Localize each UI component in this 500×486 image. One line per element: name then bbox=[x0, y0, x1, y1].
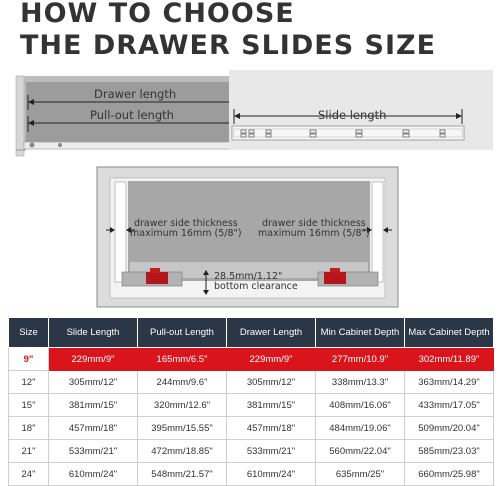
column-header: Slide Length bbox=[49, 318, 138, 348]
table-cell: 585mm/23.03" bbox=[405, 440, 494, 463]
right-side-thickness-label bbox=[258, 219, 370, 239]
table-cell: 560mm/22.04" bbox=[316, 440, 405, 463]
left-side-wall bbox=[115, 182, 126, 282]
left-side-thickness-label bbox=[130, 219, 242, 239]
size-table bbox=[8, 317, 494, 486]
pullout-length-label: Pull-out length bbox=[90, 108, 174, 122]
drawer-front bbox=[16, 76, 24, 156]
left-side-line-1: drawer side thickness bbox=[133, 218, 238, 229]
table-cell: 381mm/15" bbox=[49, 394, 138, 417]
table-cell: 363mm/14.29" bbox=[405, 371, 494, 394]
column-header: Drawer Length bbox=[227, 318, 316, 348]
table-cell: 165mm/6.5" bbox=[138, 348, 227, 371]
table-cell: 302mm/11.89" bbox=[405, 348, 494, 371]
table-cell: 533mm/21" bbox=[227, 440, 316, 463]
table-cell: 610mm/24" bbox=[49, 463, 138, 486]
table-row bbox=[9, 348, 494, 371]
table-cell: 21" bbox=[9, 440, 49, 463]
right-side-wall bbox=[372, 182, 383, 282]
table-cell: 15" bbox=[9, 394, 49, 417]
table-cell: 457mm/18" bbox=[227, 417, 316, 440]
left-side-line-2: maximum 16mm (5/8") bbox=[130, 228, 242, 239]
table-row bbox=[9, 463, 494, 486]
table-cell: 457mm/18" bbox=[49, 417, 138, 440]
clearance-line-1: 28.5mm/1.12" bbox=[214, 271, 283, 282]
table-cell: 305mm/12" bbox=[49, 371, 138, 394]
table-cell: 305mm/12" bbox=[227, 371, 316, 394]
table-cell: 660mm/25.98" bbox=[405, 463, 494, 486]
column-header: Size bbox=[9, 318, 49, 348]
table-cell: 408mm/16.06" bbox=[316, 394, 405, 417]
table-cell: 9" bbox=[9, 348, 49, 371]
table-row bbox=[9, 440, 494, 463]
table-cell: 18" bbox=[9, 417, 49, 440]
table-cell: 381mm/15" bbox=[227, 394, 316, 417]
table-row bbox=[9, 394, 494, 417]
table-cell: 548mm/21.57" bbox=[138, 463, 227, 486]
table-cell: 395mm/15.55" bbox=[138, 417, 227, 440]
bottom-clearance-label bbox=[214, 272, 298, 292]
table-cell: 533mm/21" bbox=[49, 440, 138, 463]
clearance-line-2: bottom clearance bbox=[214, 281, 298, 292]
table-cell: 320mm/12.6" bbox=[138, 394, 227, 417]
table-header-row bbox=[9, 318, 494, 348]
table-cell: 12" bbox=[9, 371, 49, 394]
table-cell: 472mm/18.85" bbox=[138, 440, 227, 463]
column-header: Min Cabinet Depth bbox=[316, 318, 405, 348]
table-cell: 433mm/17.05" bbox=[405, 394, 494, 417]
table-cell: 338mm/13.3" bbox=[316, 371, 405, 394]
table-cell: 229mm/9" bbox=[49, 348, 138, 371]
table-cell: 610mm/24" bbox=[227, 463, 316, 486]
headline-line-2: THE DRAWER SLIDES SIZE bbox=[20, 30, 437, 61]
drawer-rail bbox=[24, 142, 238, 149]
table-cell: 484mm/19.06" bbox=[316, 417, 405, 440]
column-header: Max Cabinet Depth bbox=[405, 318, 494, 348]
drawer-length-label: Drawer length bbox=[94, 87, 177, 101]
slide-length-label: Slide length bbox=[318, 108, 387, 122]
headline-line-1: HOW TO CHOOSE bbox=[20, 0, 295, 29]
right-side-line-1: drawer side thickness bbox=[261, 218, 366, 229]
table-cell: 635mm/25" bbox=[316, 463, 405, 486]
column-header: Pull-out Length bbox=[138, 318, 227, 348]
table-row bbox=[9, 417, 494, 440]
right-side-line-2: maximum 16mm (5/8") bbox=[258, 228, 370, 239]
table-cell: 277mm/10.9" bbox=[316, 348, 405, 371]
table-cell: 229mm/9" bbox=[227, 348, 316, 371]
table-cell: 509mm/20.04" bbox=[405, 417, 494, 440]
table-row bbox=[9, 371, 494, 394]
table-cell: 244mm/9.6" bbox=[138, 371, 227, 394]
table-cell: 24" bbox=[9, 463, 49, 486]
